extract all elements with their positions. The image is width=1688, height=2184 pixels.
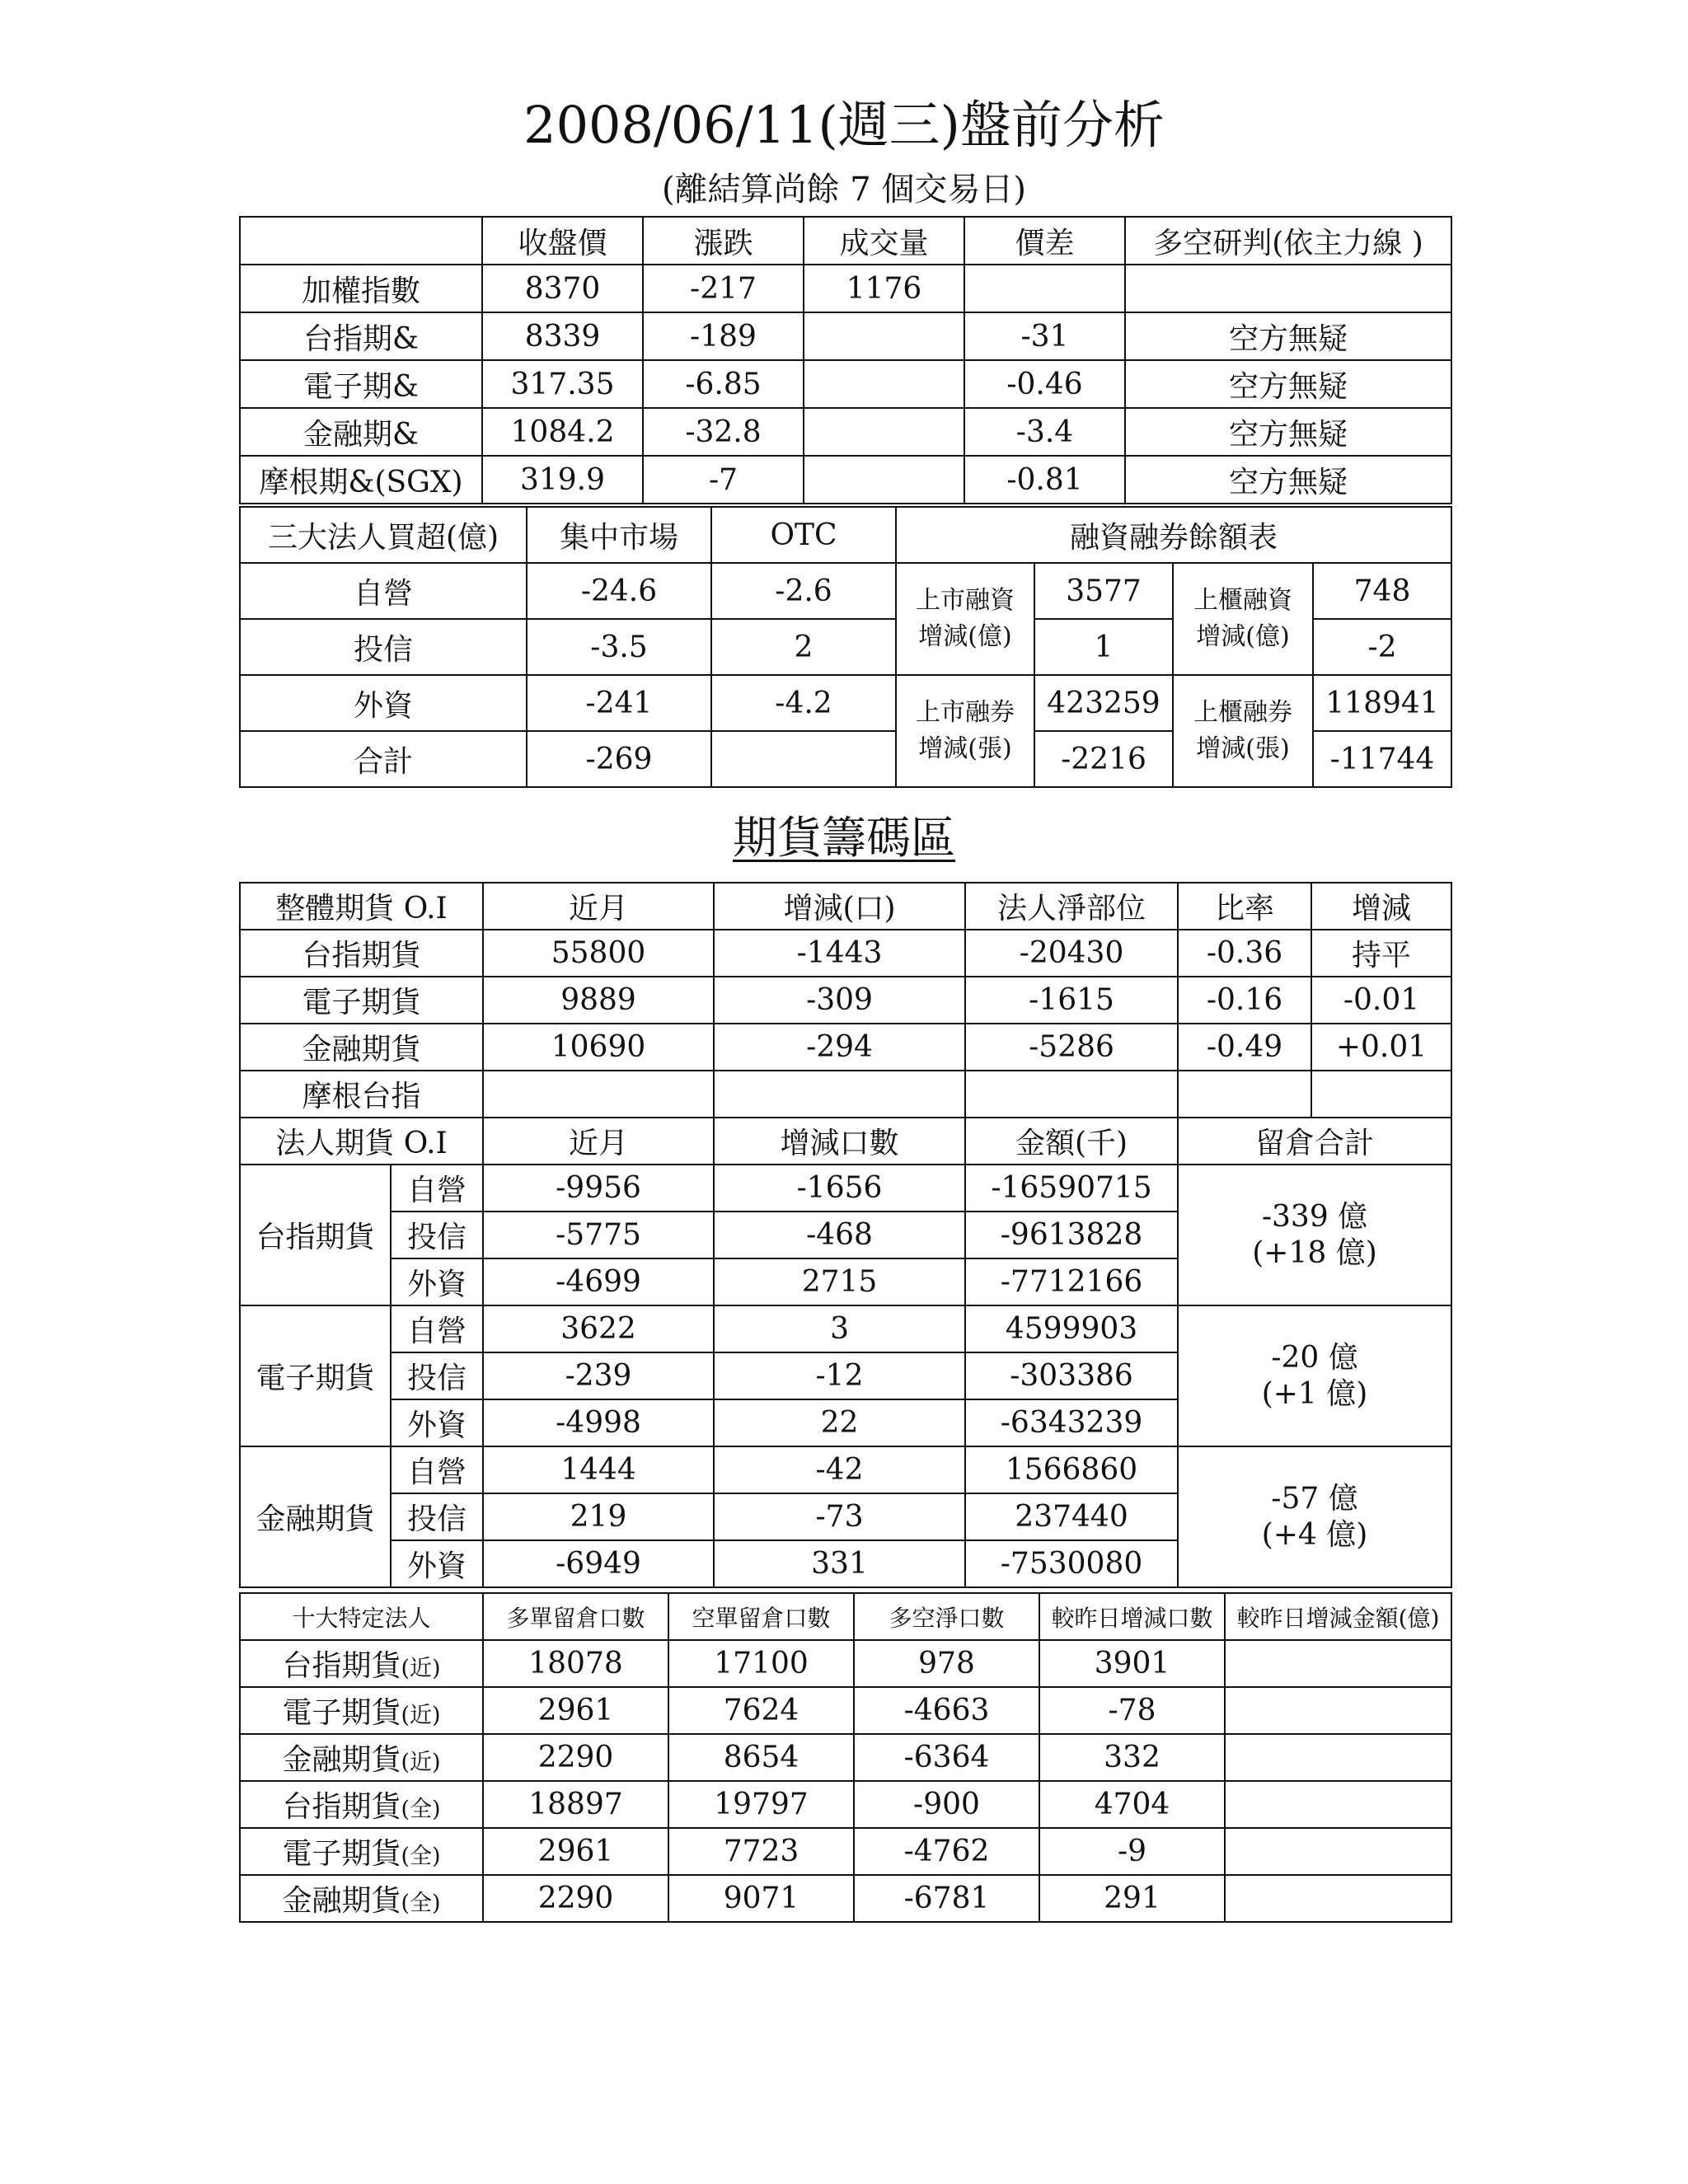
table-cell: 978 bbox=[854, 1640, 1039, 1687]
table-cell: -0.36 bbox=[1178, 930, 1311, 977]
row-label-suffix: (全) bbox=[401, 1844, 441, 1869]
institutional-margin-table bbox=[239, 506, 1452, 788]
otc-margin-label-cell bbox=[1173, 563, 1313, 675]
sub-label: 投信 bbox=[391, 1493, 483, 1540]
table-cell: -6781 bbox=[854, 1875, 1039, 1922]
table-cell: 19797 bbox=[668, 1781, 854, 1828]
table-row bbox=[240, 265, 1451, 312]
table-cell: -217 bbox=[643, 265, 804, 312]
row-label: 台指期& bbox=[240, 312, 482, 360]
row-label bbox=[240, 1640, 483, 1687]
table-cell: -189 bbox=[643, 312, 804, 360]
row-label-name: 電子期貨 bbox=[282, 1696, 401, 1730]
header-cell: 集中市場 bbox=[527, 507, 711, 563]
table-cell: +0.01 bbox=[1311, 1024, 1451, 1071]
otc-margin-label: 上櫃融資 bbox=[1193, 586, 1292, 615]
table-cell: -4998 bbox=[483, 1399, 714, 1446]
table-cell: 9071 bbox=[668, 1875, 854, 1922]
table-row bbox=[240, 563, 1451, 619]
table-cell: -7712166 bbox=[965, 1258, 1178, 1305]
header-cell: 較昨日增減口數 bbox=[1039, 1593, 1225, 1640]
table-row bbox=[240, 1828, 1451, 1875]
header-cell: 增減(口) bbox=[714, 883, 965, 930]
table-cell: 3622 bbox=[483, 1305, 714, 1352]
row-label-name: 電子期貨 bbox=[282, 1837, 401, 1871]
table-cell: -239 bbox=[483, 1352, 714, 1399]
table-row bbox=[240, 1734, 1451, 1781]
row-label-suffix: (全) bbox=[401, 1797, 441, 1822]
table-cell: 219 bbox=[483, 1493, 714, 1540]
table-cell bbox=[1125, 265, 1451, 312]
table-cell: 3 bbox=[714, 1305, 965, 1352]
table-cell: -6364 bbox=[854, 1734, 1039, 1781]
header-cell: 增減口數 bbox=[714, 1118, 965, 1165]
table-cell: 10690 bbox=[483, 1024, 714, 1071]
table-cell: 319.9 bbox=[482, 456, 643, 504]
row-label: 金融期& bbox=[240, 408, 482, 456]
table-cell bbox=[804, 408, 964, 456]
table-cell bbox=[1225, 1875, 1451, 1922]
margin-table-heading: 融資融券餘額表 bbox=[896, 507, 1451, 563]
table-row bbox=[240, 1305, 1451, 1352]
table-cell: 空方無疑 bbox=[1125, 456, 1451, 504]
otc-short-label: 上櫃融券 bbox=[1193, 698, 1292, 727]
listed-margin-change: 1 bbox=[1034, 619, 1173, 675]
table-row bbox=[240, 1071, 1451, 1118]
table-cell: 22 bbox=[714, 1399, 965, 1446]
otc-short-label-cell bbox=[1173, 675, 1313, 787]
table-row bbox=[240, 930, 1451, 977]
table-cell: -6949 bbox=[483, 1540, 714, 1587]
listed-short-value: 423259 bbox=[1034, 675, 1173, 731]
section-title-text: 期貨籌碼區 bbox=[733, 812, 955, 864]
table-cell: -7530080 bbox=[965, 1540, 1178, 1587]
sub-label: 自營 bbox=[391, 1305, 483, 1352]
table-cell: -78 bbox=[1039, 1687, 1225, 1734]
group-total: -57 億 bbox=[1271, 1481, 1358, 1516]
table-cell: -303386 bbox=[965, 1352, 1178, 1399]
table-cell: -269 bbox=[527, 731, 711, 787]
header-cell: 近月 bbox=[483, 1118, 714, 1165]
row-label: 台指期貨 bbox=[240, 930, 483, 977]
top10-institutions-table bbox=[239, 1592, 1452, 1923]
table-cell: 持平 bbox=[1311, 930, 1451, 977]
page-title: 2008/06/11(週三)盤前分析 bbox=[523, 95, 1165, 155]
group-total-change: (+18 億) bbox=[1252, 1235, 1377, 1270]
table-row bbox=[240, 675, 1451, 731]
table-cell: 18078 bbox=[483, 1640, 668, 1687]
table-cell: -241 bbox=[527, 675, 711, 731]
table-cell: -9 bbox=[1039, 1828, 1225, 1875]
listed-margin-label-cell bbox=[896, 563, 1034, 675]
group-total-change: (+1 億) bbox=[1261, 1376, 1368, 1411]
table-cell bbox=[1225, 1640, 1451, 1687]
table-cell: 17100 bbox=[668, 1640, 854, 1687]
otc-margin-value: 748 bbox=[1313, 563, 1451, 619]
sub-label: 外資 bbox=[391, 1540, 483, 1587]
change-zhang-label: 增減(張) bbox=[918, 734, 1012, 763]
table-cell bbox=[1225, 1687, 1451, 1734]
listed-short-change: -2216 bbox=[1034, 731, 1173, 787]
table-cell: 8370 bbox=[482, 265, 643, 312]
table-cell: 1084.2 bbox=[482, 408, 643, 456]
row-label: 合計 bbox=[240, 731, 527, 787]
header-cell: 較昨日增減金額(億) bbox=[1225, 1593, 1451, 1640]
table-row bbox=[240, 1640, 1451, 1687]
table-cell: 2290 bbox=[483, 1734, 668, 1781]
table-cell: -0.01 bbox=[1311, 977, 1451, 1024]
table-cell bbox=[1225, 1828, 1451, 1875]
table-row bbox=[240, 1687, 1451, 1734]
row-label: 電子期貨 bbox=[240, 977, 483, 1024]
table-row bbox=[240, 1446, 1451, 1493]
row-label-suffix: (近) bbox=[401, 1656, 441, 1681]
table-cell: 2715 bbox=[714, 1258, 965, 1305]
table-cell: 2290 bbox=[483, 1875, 668, 1922]
group-total-cell bbox=[1178, 1165, 1451, 1305]
table-cell: 332 bbox=[1039, 1734, 1225, 1781]
group-label: 金融期貨 bbox=[240, 1446, 391, 1587]
header-cell: 價差 bbox=[964, 217, 1125, 265]
group-total-cell bbox=[1178, 1446, 1451, 1587]
table-cell: -24.6 bbox=[527, 563, 711, 619]
table-cell: 8339 bbox=[482, 312, 643, 360]
header-cell: 法人期貨 O.I bbox=[240, 1118, 483, 1165]
table-cell: -20430 bbox=[965, 930, 1178, 977]
table-cell: 18897 bbox=[483, 1781, 668, 1828]
header-cell: 多空淨口數 bbox=[854, 1593, 1039, 1640]
table-cell: 8654 bbox=[668, 1734, 854, 1781]
group-label: 電子期貨 bbox=[240, 1305, 391, 1446]
row-label-name: 金融期貨 bbox=[282, 1884, 401, 1918]
sub-label: 投信 bbox=[391, 1352, 483, 1399]
table-cell: 55800 bbox=[483, 930, 714, 977]
table-cell: 空方無疑 bbox=[1125, 360, 1451, 408]
table-cell bbox=[804, 360, 964, 408]
header-cell: 收盤價 bbox=[482, 217, 643, 265]
table-cell: -7 bbox=[643, 456, 804, 504]
table-cell: 4599903 bbox=[965, 1305, 1178, 1352]
group-total: -20 億 bbox=[1271, 1340, 1358, 1375]
table-cell: -12 bbox=[714, 1352, 965, 1399]
table-cell: -309 bbox=[714, 977, 965, 1024]
group-label: 台指期貨 bbox=[240, 1165, 391, 1305]
table-cell bbox=[1178, 1071, 1311, 1118]
table-cell: -42 bbox=[714, 1446, 965, 1493]
table-header-row bbox=[240, 1118, 1451, 1165]
header-cell: 整體期貨 O.I bbox=[240, 883, 483, 930]
table-cell: -4762 bbox=[854, 1828, 1039, 1875]
group-total-cell bbox=[1178, 1305, 1451, 1446]
sub-label: 投信 bbox=[391, 1212, 483, 1258]
table-cell: -31 bbox=[964, 312, 1125, 360]
table-cell bbox=[804, 456, 964, 504]
otc-margin-change: -2 bbox=[1313, 619, 1451, 675]
section-title bbox=[0, 809, 1688, 867]
header-cell: 三大法人買超(億) bbox=[240, 507, 527, 563]
row-label-suffix: (近) bbox=[401, 1750, 441, 1775]
row-label-name: 台指期貨 bbox=[282, 1790, 401, 1824]
change-yi-label: 增減(億) bbox=[918, 622, 1012, 651]
row-label-suffix: (近) bbox=[401, 1703, 441, 1728]
table-cell: -6.85 bbox=[643, 360, 804, 408]
table-row bbox=[240, 408, 1451, 456]
group-total-change: (+4 億) bbox=[1261, 1517, 1368, 1552]
header-cell: 比率 bbox=[1178, 883, 1311, 930]
table-cell bbox=[965, 1071, 1178, 1118]
row-label: 摩根台指 bbox=[240, 1071, 483, 1118]
row-label bbox=[240, 1781, 483, 1828]
table-cell: -0.46 bbox=[964, 360, 1125, 408]
table-row bbox=[240, 977, 1451, 1024]
table-cell: -4663 bbox=[854, 1687, 1039, 1734]
table-cell: -0.81 bbox=[964, 456, 1125, 504]
header-cell: 近月 bbox=[483, 883, 714, 930]
table-header-row bbox=[240, 883, 1451, 930]
table-cell: -0.16 bbox=[1178, 977, 1311, 1024]
change-zhang-label: 增減(張) bbox=[1196, 734, 1290, 763]
header-cell: OTC bbox=[711, 507, 896, 563]
table-cell: -6343239 bbox=[965, 1399, 1178, 1446]
table-cell: -1656 bbox=[714, 1165, 965, 1212]
table-row bbox=[240, 1781, 1451, 1828]
row-label-suffix: (全) bbox=[401, 1891, 441, 1916]
table-row bbox=[240, 312, 1451, 360]
table-cell: -294 bbox=[714, 1024, 965, 1071]
table-cell: -0.49 bbox=[1178, 1024, 1311, 1071]
row-label bbox=[240, 1734, 483, 1781]
row-label: 加權指數 bbox=[240, 265, 482, 312]
table-cell: -1615 bbox=[965, 977, 1178, 1024]
table-cell: 2961 bbox=[483, 1687, 668, 1734]
header-cell: 增減 bbox=[1311, 883, 1451, 930]
table-cell: -5775 bbox=[483, 1212, 714, 1258]
row-label: 電子期& bbox=[240, 360, 482, 408]
listed-short-label-cell bbox=[896, 675, 1034, 787]
futures-oi-table bbox=[239, 882, 1452, 1588]
sub-label: 外資 bbox=[391, 1399, 483, 1446]
table-cell: -3.5 bbox=[527, 619, 711, 675]
table-cell: -4699 bbox=[483, 1258, 714, 1305]
table-row bbox=[240, 456, 1451, 504]
table-cell bbox=[964, 265, 1125, 312]
table-cell: -9956 bbox=[483, 1165, 714, 1212]
listed-short-label: 上市融券 bbox=[916, 698, 1015, 727]
table-cell: 7624 bbox=[668, 1687, 854, 1734]
header-cell: 留倉合計 bbox=[1178, 1118, 1451, 1165]
table-cell: 空方無疑 bbox=[1125, 408, 1451, 456]
listed-margin-label: 上市融資 bbox=[916, 586, 1015, 615]
header-cell: 多空研判(依主力線 ) bbox=[1125, 217, 1451, 265]
row-label-name: 金融期貨 bbox=[282, 1743, 401, 1777]
header-cell: 金額(千) bbox=[965, 1118, 1178, 1165]
row-label-name: 台指期貨 bbox=[282, 1649, 401, 1683]
table-cell: -3.4 bbox=[964, 408, 1125, 456]
table-cell: 331 bbox=[714, 1540, 965, 1587]
header-cell: 多單留倉口數 bbox=[483, 1593, 668, 1640]
table-cell: -900 bbox=[854, 1781, 1039, 1828]
table-cell bbox=[1225, 1734, 1451, 1781]
group-total: -339 億 bbox=[1261, 1199, 1368, 1234]
row-label: 投信 bbox=[240, 619, 527, 675]
table-header-row bbox=[240, 217, 1451, 265]
market-summary-table bbox=[239, 216, 1452, 504]
table-cell: 1176 bbox=[804, 265, 964, 312]
otc-short-change: -11744 bbox=[1313, 731, 1451, 787]
change-yi-label: 增減(億) bbox=[1196, 622, 1290, 651]
row-label: 自營 bbox=[240, 563, 527, 619]
table-cell: 4704 bbox=[1039, 1781, 1225, 1828]
otc-short-value: 118941 bbox=[1313, 675, 1451, 731]
header-cell: 法人淨部位 bbox=[965, 883, 1178, 930]
header-cell: 成交量 bbox=[804, 217, 964, 265]
header-cell: 漲跌 bbox=[643, 217, 804, 265]
row-label: 外資 bbox=[240, 675, 527, 731]
table-cell bbox=[714, 1071, 965, 1118]
table-cell: -4.2 bbox=[711, 675, 896, 731]
table-header-row bbox=[240, 1593, 1451, 1640]
header-cell bbox=[240, 217, 482, 265]
row-label: 摩根期&(SGX) bbox=[240, 456, 482, 504]
row-label bbox=[240, 1875, 483, 1922]
table-cell: -32.8 bbox=[643, 408, 804, 456]
table-cell: -5286 bbox=[965, 1024, 1178, 1071]
table-row bbox=[240, 1024, 1451, 1071]
table-cell bbox=[711, 731, 896, 787]
table-cell bbox=[483, 1071, 714, 1118]
sub-label: 自營 bbox=[391, 1165, 483, 1212]
header-cell: 十大特定法人 bbox=[240, 1593, 483, 1640]
table-cell: -2.6 bbox=[711, 563, 896, 619]
table-header-row bbox=[240, 507, 1451, 563]
table-cell: 1444 bbox=[483, 1446, 714, 1493]
table-cell: -468 bbox=[714, 1212, 965, 1258]
table-cell: 237440 bbox=[965, 1493, 1178, 1540]
row-label: 金融期貨 bbox=[240, 1024, 483, 1071]
table-cell: 2961 bbox=[483, 1828, 668, 1875]
sub-label: 自營 bbox=[391, 1446, 483, 1493]
table-cell: 317.35 bbox=[482, 360, 643, 408]
table-cell: 2 bbox=[711, 619, 896, 675]
table-row bbox=[240, 360, 1451, 408]
table-cell bbox=[1311, 1071, 1451, 1118]
table-cell: 291 bbox=[1039, 1875, 1225, 1922]
table-cell: -73 bbox=[714, 1493, 965, 1540]
table-cell: -9613828 bbox=[965, 1212, 1178, 1258]
listed-margin-value: 3577 bbox=[1034, 563, 1173, 619]
table-cell: 1566860 bbox=[965, 1446, 1178, 1493]
table-cell: 空方無疑 bbox=[1125, 312, 1451, 360]
table-row bbox=[240, 1875, 1451, 1922]
table-cell: 9889 bbox=[483, 977, 714, 1024]
table-cell: 7723 bbox=[668, 1828, 854, 1875]
row-label bbox=[240, 1828, 483, 1875]
table-cell: -16590715 bbox=[965, 1165, 1178, 1212]
page-subtitle: (離結算尚餘 7 個交易日) bbox=[661, 171, 1027, 209]
table-row bbox=[240, 1165, 1451, 1212]
table-cell bbox=[1225, 1781, 1451, 1828]
header-cell: 空單留倉口數 bbox=[668, 1593, 854, 1640]
table-cell: -1443 bbox=[714, 930, 965, 977]
table-cell: 3901 bbox=[1039, 1640, 1225, 1687]
table-cell bbox=[804, 312, 964, 360]
sub-label: 外資 bbox=[391, 1258, 483, 1305]
row-label bbox=[240, 1687, 483, 1734]
